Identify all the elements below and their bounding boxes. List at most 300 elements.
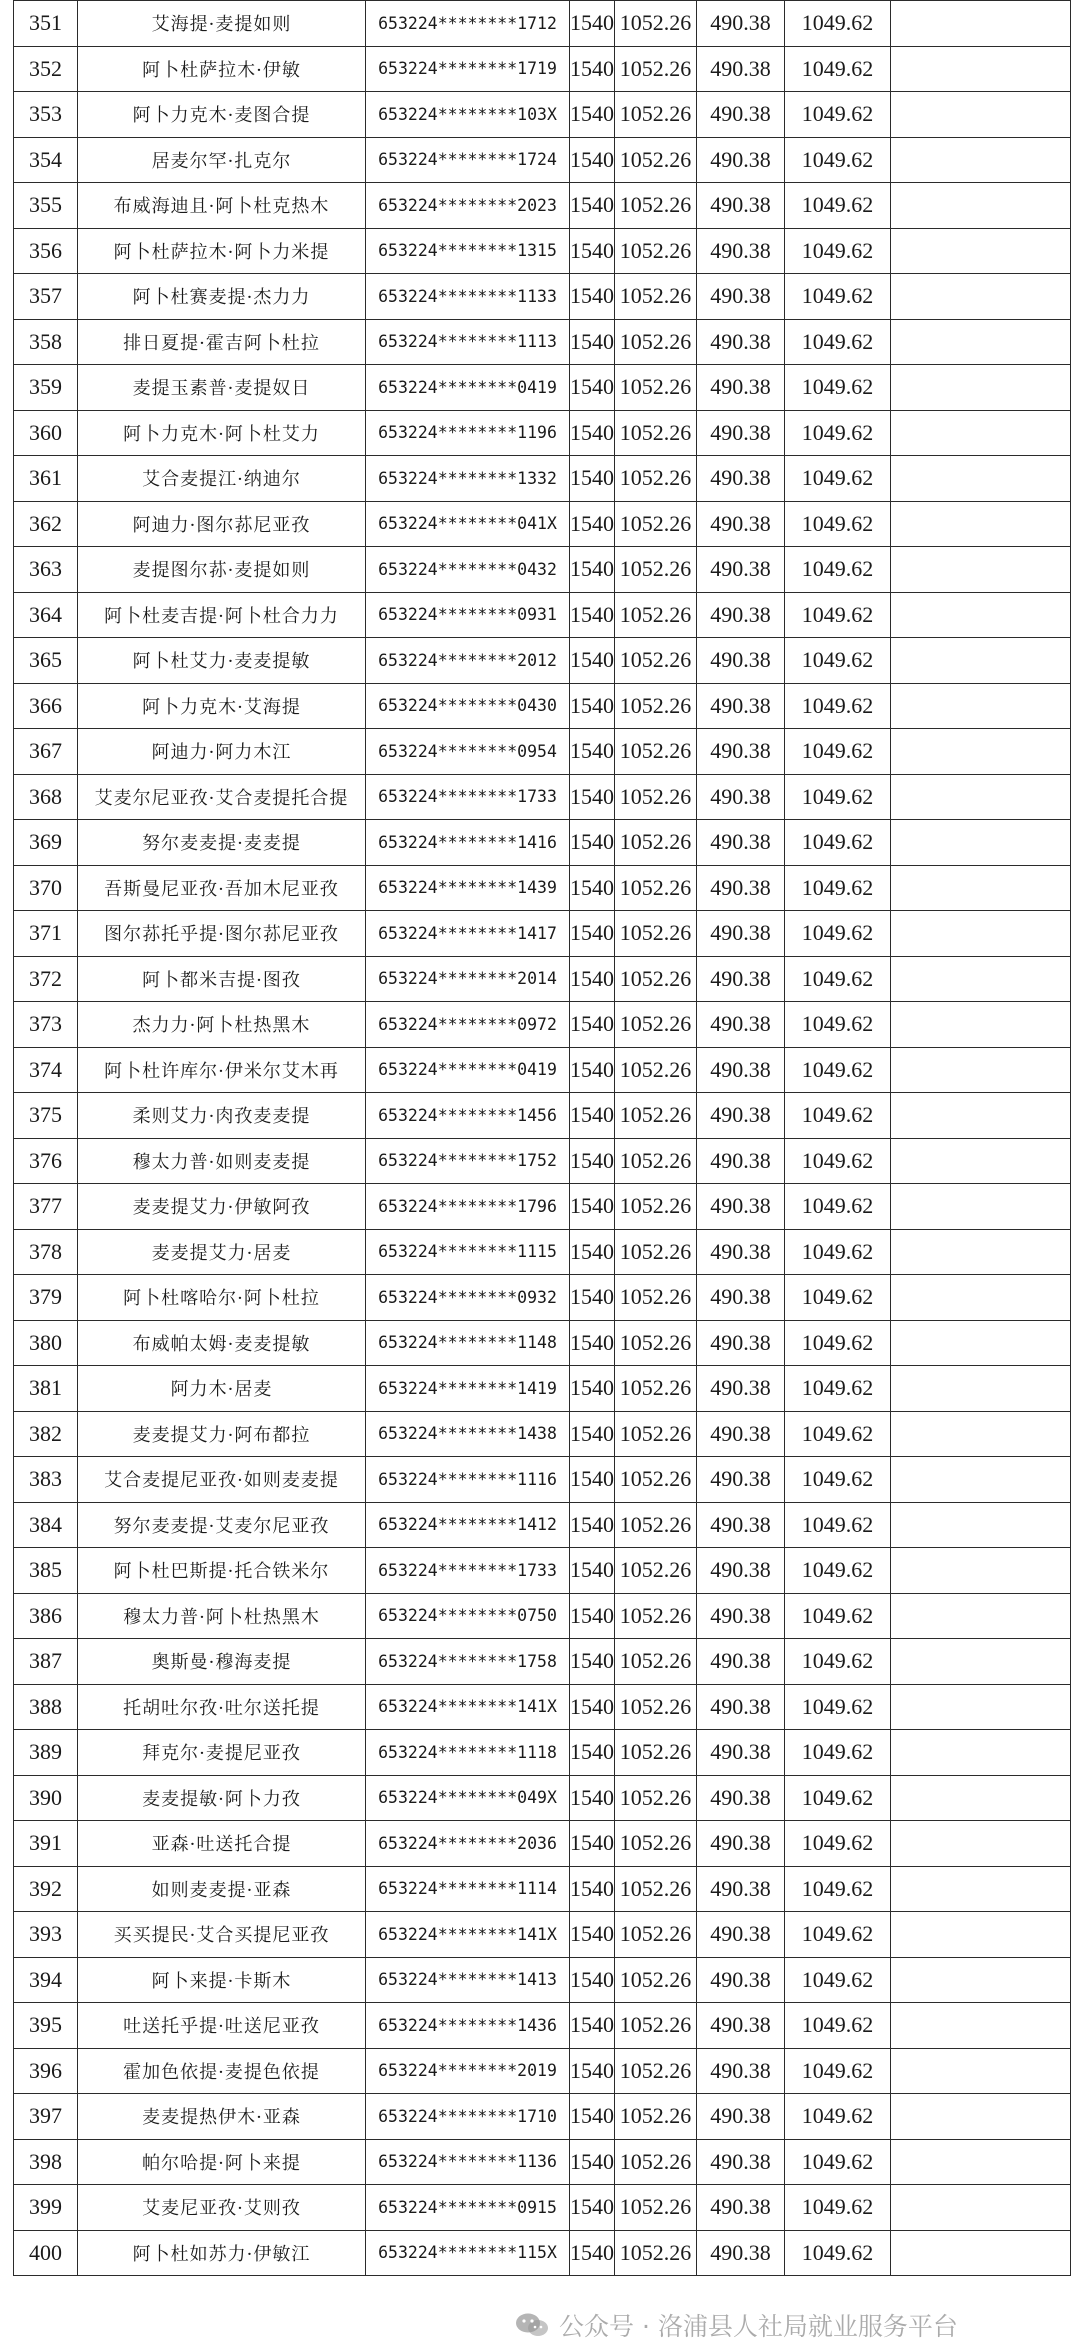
amount-d-cell: 1049.62	[785, 1775, 891, 1821]
amount-a-cell: 1540	[570, 183, 615, 229]
amount-d-cell: 1049.62	[785, 274, 891, 320]
id-number-cell: 653224********1733	[366, 1548, 570, 1594]
empty-cell	[891, 2094, 1071, 2140]
amount-d-cell: 1049.62	[785, 1320, 891, 1366]
amount-a-cell: 1540	[570, 274, 615, 320]
row-number-cell: 379	[14, 1275, 78, 1321]
table-row	[14, 2139, 1071, 2185]
name-cell: 布威帕太姆·麦麦提敏	[78, 1320, 366, 1366]
row-number-cell: 377	[14, 1184, 78, 1230]
table-row	[14, 2185, 1071, 2231]
id-number-cell: 653224********2019	[366, 2048, 570, 2094]
id-number-cell: 653224********0419	[366, 1047, 570, 1093]
empty-cell	[891, 365, 1071, 411]
name-cell: 阿卜杜萨拉木·阿卜力米提	[78, 228, 366, 274]
id-number-cell: 653224********0432	[366, 547, 570, 593]
amount-b-cell: 1052.26	[615, 1229, 697, 1275]
amount-a-cell: 1540	[570, 592, 615, 638]
table-row	[14, 592, 1071, 638]
amount-c-cell: 490.38	[697, 1548, 785, 1594]
empty-cell	[891, 1320, 1071, 1366]
id-number-cell: 653224********115X	[366, 2230, 570, 2276]
row-number-cell: 359	[14, 365, 78, 411]
table-row	[14, 501, 1071, 547]
empty-cell	[891, 1275, 1071, 1321]
amount-c-cell: 490.38	[697, 774, 785, 820]
table-row	[14, 2048, 1071, 2094]
amount-b-cell: 1052.26	[615, 274, 697, 320]
amount-c-cell: 490.38	[697, 228, 785, 274]
amount-a-cell: 1540	[570, 1775, 615, 1821]
row-number-cell: 390	[14, 1775, 78, 1821]
amount-d-cell: 1049.62	[785, 1457, 891, 1503]
empty-cell	[891, 1502, 1071, 1548]
amount-a-cell: 1540	[570, 1002, 615, 1048]
amount-c-cell: 490.38	[697, 1593, 785, 1639]
row-number-cell: 388	[14, 1684, 78, 1730]
name-cell: 阿卜杜赛麦提·杰力力	[78, 274, 366, 320]
amount-a-cell: 1540	[570, 2003, 615, 2049]
amount-c-cell: 490.38	[697, 1457, 785, 1503]
row-number-cell: 358	[14, 319, 78, 365]
empty-cell	[891, 1593, 1071, 1639]
empty-cell	[891, 1093, 1071, 1139]
empty-cell	[891, 319, 1071, 365]
amount-c-cell: 490.38	[697, 638, 785, 684]
amount-b-cell: 1052.26	[615, 911, 697, 957]
name-cell: 柔则艾力·肉孜麦麦提	[78, 1093, 366, 1139]
empty-cell	[891, 1730, 1071, 1776]
name-cell: 麦麦提艾力·居麦	[78, 1229, 366, 1275]
amount-b-cell: 1052.26	[615, 1730, 697, 1776]
amount-c-cell: 490.38	[697, 547, 785, 593]
amount-d-cell: 1049.62	[785, 1548, 891, 1594]
row-number-cell: 391	[14, 1821, 78, 1867]
amount-a-cell: 1540	[570, 1320, 615, 1366]
table-row	[14, 46, 1071, 92]
amount-b-cell: 1052.26	[615, 638, 697, 684]
amount-b-cell: 1052.26	[615, 2185, 697, 2231]
amount-a-cell: 1540	[570, 2230, 615, 2276]
amount-b-cell: 1052.26	[615, 1002, 697, 1048]
name-cell: 阿迪力·图尔荪尼亚孜	[78, 501, 366, 547]
amount-a-cell: 1540	[570, 137, 615, 183]
empty-cell	[891, 2048, 1071, 2094]
amount-b-cell: 1052.26	[615, 1502, 697, 1548]
id-number-cell: 653224********1456	[366, 1093, 570, 1139]
amount-b-cell: 1052.26	[615, 1593, 697, 1639]
amount-d-cell: 1049.62	[785, 1866, 891, 1912]
empty-cell	[891, 1912, 1071, 1958]
id-number-cell: 653224********1733	[366, 774, 570, 820]
watermark-text: 公众号 · 洛浦县人社局就业服务平台	[559, 2312, 958, 2341]
amount-c-cell: 490.38	[697, 2230, 785, 2276]
amount-d-cell: 1049.62	[785, 1047, 891, 1093]
amount-b-cell: 1052.26	[615, 228, 697, 274]
id-number-cell: 653224********1752	[366, 1138, 570, 1184]
row-number-cell: 363	[14, 547, 78, 593]
amount-b-cell: 1052.26	[615, 183, 697, 229]
id-number-cell: 653224********103X	[366, 92, 570, 138]
id-number-cell: 653224********1115	[366, 1229, 570, 1275]
table-row	[14, 2003, 1071, 2049]
amount-d-cell: 1049.62	[785, 2185, 891, 2231]
name-cell: 托胡吐尔孜·吐尔送托提	[78, 1684, 366, 1730]
name-cell: 艾麦尔尼亚孜·艾合麦提托合提	[78, 774, 366, 820]
amount-b-cell: 1052.26	[615, 2230, 697, 2276]
amount-a-cell: 1540	[570, 2048, 615, 2094]
table-row	[14, 1002, 1071, 1048]
empty-cell	[891, 547, 1071, 593]
amount-b-cell: 1052.26	[615, 1866, 697, 1912]
amount-d-cell: 1049.62	[785, 1366, 891, 1412]
amount-a-cell: 1540	[570, 46, 615, 92]
wechat-icon	[515, 2312, 549, 2338]
amount-a-cell: 1540	[570, 501, 615, 547]
id-number-cell: 653224********1417	[366, 911, 570, 957]
name-cell: 艾合麦提尼亚孜·如则麦麦提	[78, 1457, 366, 1503]
row-number-cell: 392	[14, 1866, 78, 1912]
empty-cell	[891, 1639, 1071, 1685]
roster-body	[14, 1, 1071, 2276]
empty-cell	[891, 1184, 1071, 1230]
amount-c-cell: 490.38	[697, 1093, 785, 1139]
row-number-cell: 389	[14, 1730, 78, 1776]
row-number-cell: 351	[14, 1, 78, 47]
id-number-cell: 653224********0419	[366, 365, 570, 411]
amount-b-cell: 1052.26	[615, 319, 697, 365]
amount-c-cell: 490.38	[697, 865, 785, 911]
empty-cell	[891, 1138, 1071, 1184]
id-number-cell: 653224********2036	[366, 1821, 570, 1867]
amount-c-cell: 490.38	[697, 956, 785, 1002]
id-number-cell: 653224********1758	[366, 1639, 570, 1685]
amount-a-cell: 1540	[570, 1912, 615, 1958]
row-number-cell: 380	[14, 1320, 78, 1366]
empty-cell	[891, 1548, 1071, 1594]
amount-b-cell: 1052.26	[615, 1821, 697, 1867]
table-row	[14, 1138, 1071, 1184]
amount-b-cell: 1052.26	[615, 2094, 697, 2140]
amount-a-cell: 1540	[570, 911, 615, 957]
amount-a-cell: 1540	[570, 2094, 615, 2140]
row-number-cell: 370	[14, 865, 78, 911]
amount-a-cell: 1540	[570, 1229, 615, 1275]
amount-b-cell: 1052.26	[615, 774, 697, 820]
amount-c-cell: 490.38	[697, 365, 785, 411]
empty-cell	[891, 911, 1071, 957]
amount-a-cell: 1540	[570, 683, 615, 729]
amount-a-cell: 1540	[570, 1593, 615, 1639]
id-number-cell: 653224********1436	[366, 2003, 570, 2049]
amount-c-cell: 490.38	[697, 1730, 785, 1776]
table-row	[14, 274, 1071, 320]
amount-d-cell: 1049.62	[785, 774, 891, 820]
name-cell: 图尔荪托乎提·图尔荪尼亚孜	[78, 911, 366, 957]
amount-a-cell: 1540	[570, 1639, 615, 1685]
amount-b-cell: 1052.26	[615, 2003, 697, 2049]
amount-a-cell: 1540	[570, 1093, 615, 1139]
amount-d-cell: 1049.62	[785, 1275, 891, 1321]
name-cell: 杰力力·阿卜杜热黑木	[78, 1002, 366, 1048]
row-number-cell: 355	[14, 183, 78, 229]
amount-d-cell: 1049.62	[785, 956, 891, 1002]
amount-d-cell: 1049.62	[785, 2230, 891, 2276]
table-row	[14, 820, 1071, 866]
id-number-cell: 653224********0954	[366, 729, 570, 775]
amount-d-cell: 1049.62	[785, 365, 891, 411]
id-number-cell: 653224********1712	[366, 1, 570, 47]
table-row	[14, 1684, 1071, 1730]
id-number-cell: 653224********2023	[366, 183, 570, 229]
amount-b-cell: 1052.26	[615, 1366, 697, 1412]
amount-d-cell: 1049.62	[785, 137, 891, 183]
amount-a-cell: 1540	[570, 956, 615, 1002]
table-row	[14, 92, 1071, 138]
table-row	[14, 365, 1071, 411]
name-cell: 麦提图尔荪·麦提如则	[78, 547, 366, 593]
amount-d-cell: 1049.62	[785, 1502, 891, 1548]
amount-d-cell: 1049.62	[785, 1730, 891, 1776]
amount-c-cell: 490.38	[697, 456, 785, 502]
amount-a-cell: 1540	[570, 1, 615, 47]
empty-cell	[891, 865, 1071, 911]
amount-c-cell: 490.38	[697, 1912, 785, 1958]
row-number-cell: 374	[14, 1047, 78, 1093]
row-number-cell: 386	[14, 1593, 78, 1639]
empty-cell	[891, 774, 1071, 820]
amount-a-cell: 1540	[570, 92, 615, 138]
empty-cell	[891, 820, 1071, 866]
amount-d-cell: 1049.62	[785, 501, 891, 547]
name-cell: 麦麦提艾力·伊敏阿孜	[78, 1184, 366, 1230]
table-row	[14, 2230, 1071, 2276]
row-number-cell: 357	[14, 274, 78, 320]
amount-a-cell: 1540	[570, 1275, 615, 1321]
table-row	[14, 1366, 1071, 1412]
amount-c-cell: 490.38	[697, 1, 785, 47]
row-number-cell: 385	[14, 1548, 78, 1594]
row-number-cell: 396	[14, 2048, 78, 2094]
amount-c-cell: 490.38	[697, 1320, 785, 1366]
id-number-cell: 653224********1114	[366, 1866, 570, 1912]
name-cell: 麦麦提艾力·阿布都拉	[78, 1411, 366, 1457]
amount-d-cell: 1049.62	[785, 456, 891, 502]
amount-d-cell: 1049.62	[785, 1957, 891, 2003]
name-cell: 阿卜力克木·麦图合提	[78, 92, 366, 138]
amount-a-cell: 1540	[570, 1821, 615, 1867]
amount-b-cell: 1052.26	[615, 1548, 697, 1594]
row-number-cell: 371	[14, 911, 78, 957]
amount-c-cell: 490.38	[697, 1275, 785, 1321]
amount-d-cell: 1049.62	[785, 1912, 891, 1958]
row-number-cell: 399	[14, 2185, 78, 2231]
amount-c-cell: 490.38	[697, 92, 785, 138]
table-row	[14, 1, 1071, 47]
amount-a-cell: 1540	[570, 2185, 615, 2231]
table-row	[14, 1957, 1071, 2003]
amount-b-cell: 1052.26	[615, 92, 697, 138]
table-row	[14, 638, 1071, 684]
empty-cell	[891, 729, 1071, 775]
row-number-cell: 354	[14, 137, 78, 183]
row-number-cell: 383	[14, 1457, 78, 1503]
row-number-cell: 394	[14, 1957, 78, 2003]
amount-a-cell: 1540	[570, 1184, 615, 1230]
id-number-cell: 653224********041X	[366, 501, 570, 547]
amount-d-cell: 1049.62	[785, 1639, 891, 1685]
row-number-cell: 360	[14, 410, 78, 456]
id-number-cell: 653224********1413	[366, 1957, 570, 2003]
id-number-cell: 653224********0750	[366, 1593, 570, 1639]
amount-d-cell: 1049.62	[785, 865, 891, 911]
table-row	[14, 228, 1071, 274]
amount-c-cell: 490.38	[697, 2003, 785, 2049]
amount-d-cell: 1049.62	[785, 729, 891, 775]
id-number-cell: 653224********0931	[366, 592, 570, 638]
id-number-cell: 653224********0430	[366, 683, 570, 729]
amount-b-cell: 1052.26	[615, 1957, 697, 2003]
amount-a-cell: 1540	[570, 1047, 615, 1093]
amount-d-cell: 1049.62	[785, 911, 891, 957]
amount-a-cell: 1540	[570, 638, 615, 684]
name-cell: 吾斯曼尼亚孜·吾加木尼亚孜	[78, 865, 366, 911]
row-number-cell: 356	[14, 228, 78, 274]
empty-cell	[891, 228, 1071, 274]
name-cell: 努尔麦麦提·艾麦尔尼亚孜	[78, 1502, 366, 1548]
name-cell: 霍加色依提·麦提色依提	[78, 2048, 366, 2094]
row-number-cell: 368	[14, 774, 78, 820]
name-cell: 麦提玉素普·麦提奴日	[78, 365, 366, 411]
name-cell: 排日夏提·霍吉阿卜杜拉	[78, 319, 366, 365]
name-cell: 阿迪力·阿力木江	[78, 729, 366, 775]
row-number-cell: 361	[14, 456, 78, 502]
amount-d-cell: 1049.62	[785, 638, 891, 684]
table-row	[14, 410, 1071, 456]
table-row	[14, 1502, 1071, 1548]
amount-b-cell: 1052.26	[615, 592, 697, 638]
row-number-cell: 367	[14, 729, 78, 775]
name-cell: 麦麦提热伊木·亚森	[78, 2094, 366, 2140]
id-number-cell: 653224********1116	[366, 1457, 570, 1503]
empty-cell	[891, 1866, 1071, 1912]
amount-a-cell: 1540	[570, 410, 615, 456]
amount-c-cell: 490.38	[697, 1229, 785, 1275]
amount-b-cell: 1052.26	[615, 865, 697, 911]
amount-c-cell: 490.38	[697, 2048, 785, 2094]
table-row	[14, 1548, 1071, 1594]
row-number-cell: 364	[14, 592, 78, 638]
amount-b-cell: 1052.26	[615, 46, 697, 92]
name-cell: 居麦尔罕·扎克尔	[78, 137, 366, 183]
row-number-cell: 393	[14, 1912, 78, 1958]
id-number-cell: 653224********1133	[366, 274, 570, 320]
amount-b-cell: 1052.26	[615, 820, 697, 866]
id-number-cell: 653224********1136	[366, 2139, 570, 2185]
amount-b-cell: 1052.26	[615, 456, 697, 502]
amount-b-cell: 1052.26	[615, 956, 697, 1002]
name-cell: 穆太力普·阿卜杜热黑木	[78, 1593, 366, 1639]
empty-cell	[891, 1684, 1071, 1730]
amount-b-cell: 1052.26	[615, 1138, 697, 1184]
amount-c-cell: 490.38	[697, 1002, 785, 1048]
amount-c-cell: 490.38	[697, 1184, 785, 1230]
empty-cell	[891, 456, 1071, 502]
amount-c-cell: 490.38	[697, 1366, 785, 1412]
amount-c-cell: 490.38	[697, 183, 785, 229]
row-number-cell: 397	[14, 2094, 78, 2140]
name-cell: 阿卜杜萨拉木·伊敏	[78, 46, 366, 92]
amount-c-cell: 490.38	[697, 319, 785, 365]
amount-a-cell: 1540	[570, 1138, 615, 1184]
amount-d-cell: 1049.62	[785, 592, 891, 638]
amount-b-cell: 1052.26	[615, 1912, 697, 1958]
id-number-cell: 653224********1438	[366, 1411, 570, 1457]
name-cell: 吐送托乎提·吐送尼亚孜	[78, 2003, 366, 2049]
amount-d-cell: 1049.62	[785, 1229, 891, 1275]
empty-cell	[891, 46, 1071, 92]
amount-a-cell: 1540	[570, 729, 615, 775]
amount-a-cell: 1540	[570, 365, 615, 411]
amount-a-cell: 1540	[570, 820, 615, 866]
amount-c-cell: 490.38	[697, 501, 785, 547]
empty-cell	[891, 2230, 1071, 2276]
amount-a-cell: 1540	[570, 1730, 615, 1776]
table-row	[14, 547, 1071, 593]
amount-b-cell: 1052.26	[615, 1411, 697, 1457]
empty-cell	[891, 183, 1071, 229]
table-row	[14, 1866, 1071, 1912]
empty-cell	[891, 2003, 1071, 2049]
table-row	[14, 956, 1071, 1002]
table-row	[14, 1457, 1071, 1503]
name-cell: 亚森·吐送托合提	[78, 1821, 366, 1867]
amount-b-cell: 1052.26	[615, 501, 697, 547]
amount-b-cell: 1052.26	[615, 1275, 697, 1321]
amount-a-cell: 1540	[570, 319, 615, 365]
empty-cell	[891, 501, 1071, 547]
name-cell: 阿卜杜许库尔·伊米尔艾木再	[78, 1047, 366, 1093]
amount-d-cell: 1049.62	[785, 319, 891, 365]
amount-d-cell: 1049.62	[785, 1593, 891, 1639]
amount-b-cell: 1052.26	[615, 1320, 697, 1366]
table-row	[14, 1411, 1071, 1457]
amount-d-cell: 1049.62	[785, 547, 891, 593]
empty-cell	[891, 2185, 1071, 2231]
row-number-cell: 366	[14, 683, 78, 729]
amount-b-cell: 1052.26	[615, 1684, 697, 1730]
amount-c-cell: 490.38	[697, 1639, 785, 1685]
row-number-cell: 398	[14, 2139, 78, 2185]
name-cell: 努尔麦麦提·麦麦提	[78, 820, 366, 866]
table-row	[14, 1093, 1071, 1139]
table-row	[14, 1821, 1071, 1867]
empty-cell	[891, 1, 1071, 47]
empty-cell	[891, 1957, 1071, 2003]
amount-b-cell: 1052.26	[615, 1184, 697, 1230]
amount-d-cell: 1049.62	[785, 820, 891, 866]
amount-d-cell: 1049.62	[785, 92, 891, 138]
amount-d-cell: 1049.62	[785, 228, 891, 274]
table-row	[14, 774, 1071, 820]
amount-d-cell: 1049.62	[785, 1093, 891, 1139]
empty-cell	[891, 1411, 1071, 1457]
amount-c-cell: 490.38	[697, 46, 785, 92]
amount-b-cell: 1052.26	[615, 729, 697, 775]
table-row	[14, 183, 1071, 229]
id-number-cell: 653224********2014	[366, 956, 570, 1002]
id-number-cell: 653224********1332	[366, 456, 570, 502]
